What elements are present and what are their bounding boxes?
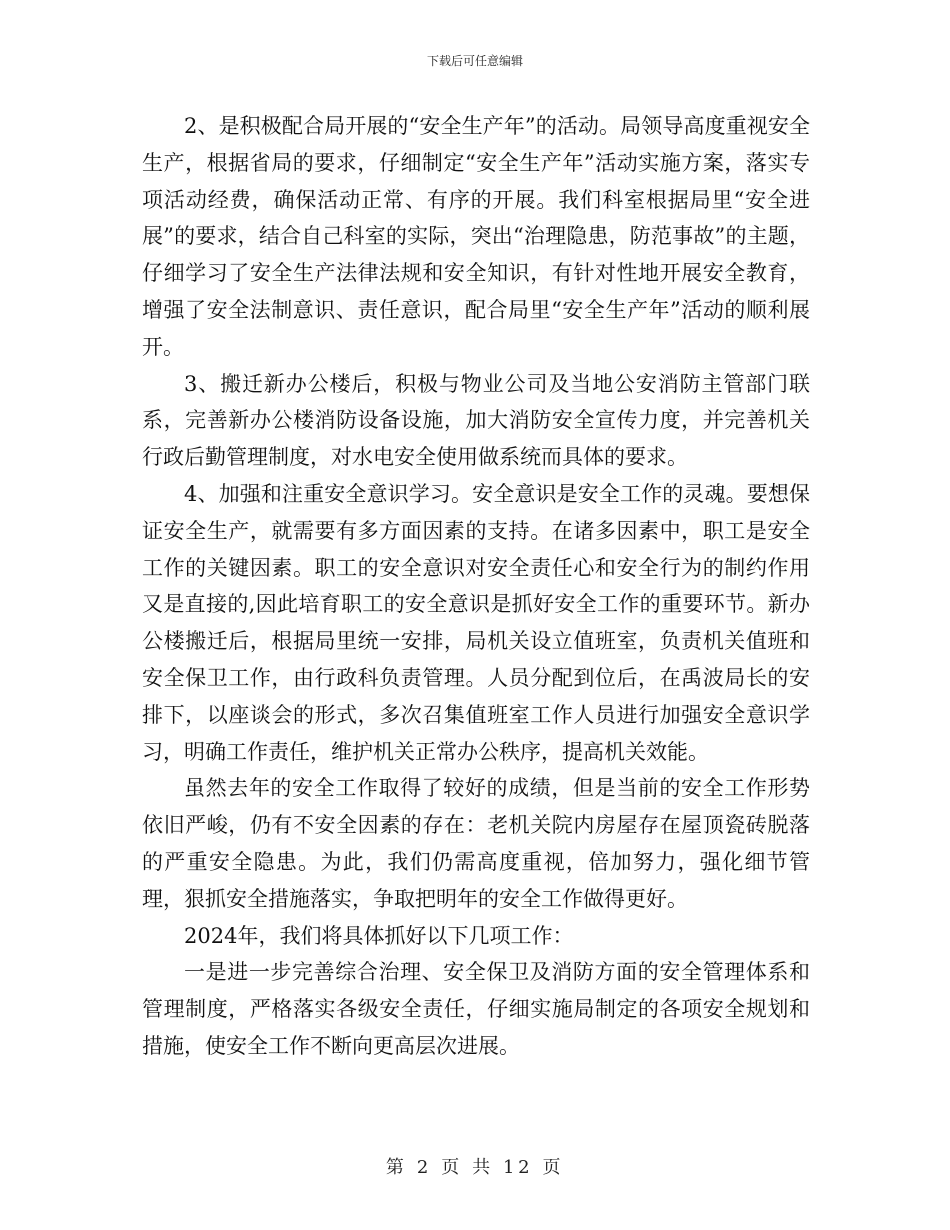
paragraph: 2、是积极配合局开展的“安全生产年”的活动。局领导高度重视安全生产，根据省局的要求，仔细制定“安全生产年”活动实施方案，落实专项活动经费，确保活动正常、有序的开展。我们科室根据局里“安全进展”的要求，结合自己科室的实际，突出“治理隐患，防范事故”的主题，仔细学习了安全生产法律法规和安全知识，有针对性地开展安全教育，增强了安全法制意识、责任意识，配合局里“安全生产年”活动的顺利展开。 <box>142 114 810 359</box>
paragraph: 4、加强和注重安全意识学习。安全意识是安全工作的灵魂。要想保证安全生产，就需要有多方面因素的支持。在诸多因素中，职工是安全工作的关键因素。职工的安全意识对安全责任心和安全行为的制约作用又是直接的,因此培育职工的安全意识是抓好安全工作的重要环节。新办公楼搬迁后，根据局里统一安排，局机关设立值班室，负责机关值班和安全保卫工作，由行政科负责管理。人员分配到位后，在禹波局长的安排下，以座谈会的形式，多次召集值班室工作人员进行加强安全意识学习，明确工作责任，维护机关正常办公秩序，提高机关效能。 <box>142 481 810 764</box>
paragraph: 3、搬迁新办公楼后，积极与物业公司及当地公安消防主管部门联系，完善新办公楼消防设备设施，加大消防安全宣传力度，并完善机关行政后勤管理制度，对水电安全使用做系统而具体的要求。 <box>142 371 810 470</box>
header-note: 下载后可任意编辑 <box>426 54 523 68</box>
paragraph: 2024年，我们将具体抓好以下几项工作： <box>184 923 574 948</box>
paragraph: 一是进一步完善综合治理、安全保卫及消防方面的安全管理体系和管理制度，严格落实各级安全责任，仔细实施局制定的各项安全规划和措施，使安全工作不断向更高层次进展。 <box>142 960 810 1058</box>
page-number-footer: 第 2 页 共 12 页 <box>385 1157 565 1178</box>
paragraph: 虽然去年的安全工作取得了较好的成绩，但是当前的安全工作形势依旧严峻，仍有不安全因素的存在：老机关院内房屋存在屋顶瓷砖脱落的严重安全隐患。为此，我们仍需高度重视，倍加努力，强化细节管理，狠抓安全措施落实，争取把明年的安全工作做得更好。 <box>142 776 810 911</box>
document-body <box>142 108 810 1065</box>
